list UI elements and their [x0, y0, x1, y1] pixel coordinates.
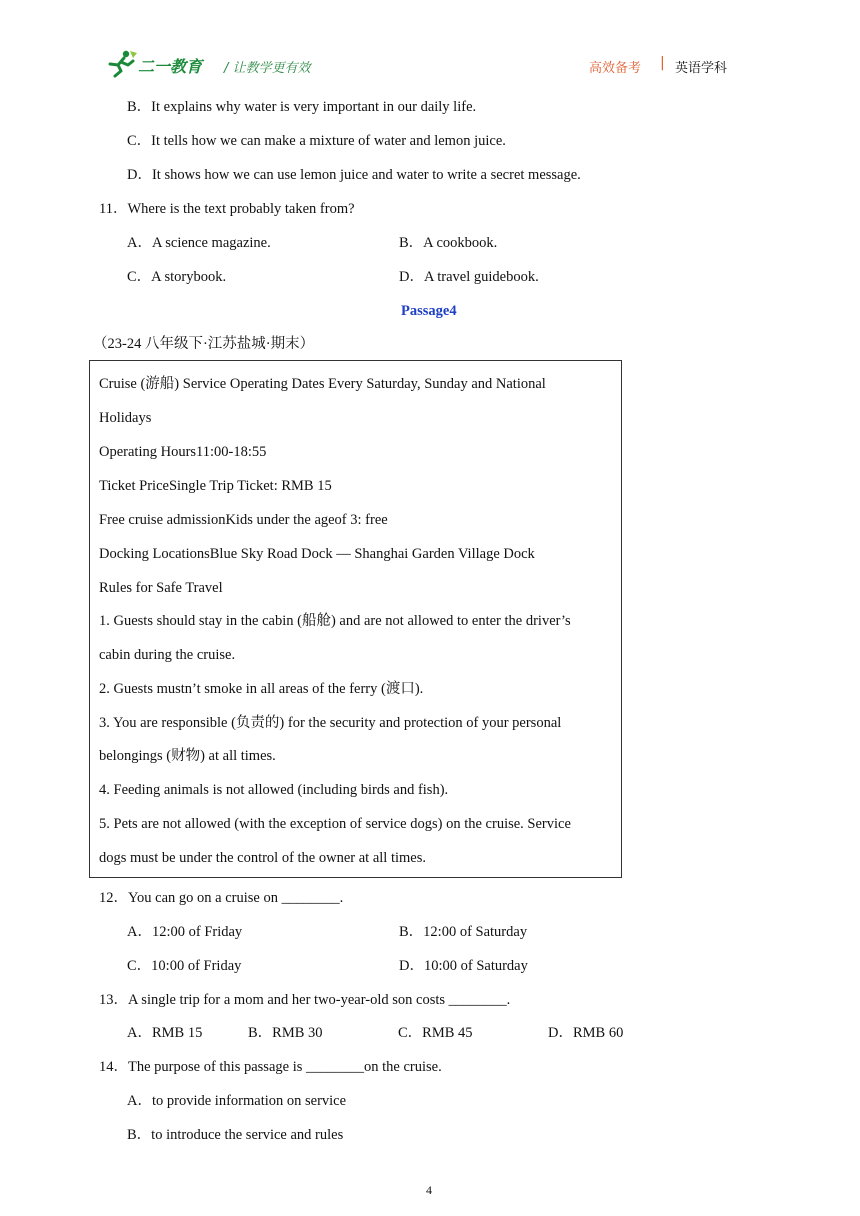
prev-option-c: C．It tells how we can make a mixture of water and lemon juice.: [127, 133, 506, 149]
q14-stem: 14．The purpose of this passage is ________on the cruise.: [99, 1059, 442, 1075]
header-slogan: / 让教学更有效: [224, 61, 311, 76]
passage-line: Operating Hours11:00-18:55: [99, 444, 267, 460]
q12-option-d: D．10:00 of Saturday: [399, 958, 528, 974]
passage-line: Cruise (游船) Service Operating Dates Every Saturday, Sunday and National: [99, 376, 546, 392]
passage-line: Ticket PriceSingle Trip Ticket: RMB 15: [99, 478, 332, 494]
logo-text: 二一教育: [138, 57, 203, 76]
passage-line: Free cruise admissionKids under the ageof 3: free: [99, 512, 388, 528]
passage-line: Holidays: [99, 410, 152, 426]
page-number: 4: [426, 1183, 432, 1197]
passage-line: 5. Pets are not allowed (with the exception of service dogs) on the cruise. Service: [99, 816, 571, 832]
q11-option-b: B．A cookbook.: [399, 235, 498, 251]
passage-line: cabin during the cruise.: [99, 647, 236, 663]
passage-line: belongings (财物) at all times.: [99, 748, 276, 764]
header-subject: 英语学科: [675, 61, 728, 76]
q13-option-a: A．RMB 15: [127, 1025, 203, 1041]
q11-stem: 11．Where is the text probably taken from?: [99, 201, 355, 217]
q11-option-d: D．A travel guidebook.: [399, 269, 539, 285]
q14-option-b: B．to introduce the service and rules: [127, 1127, 344, 1143]
q13-option-d: D．RMB 60: [548, 1025, 624, 1041]
passage-line: dogs must be under the control of the owner at all times.: [99, 850, 426, 866]
q13-stem: 13．A single trip for a mom and her two-year-old son costs ________.: [99, 992, 511, 1008]
passage-line: 4. Feeding animals is not allowed (including birds and fish).: [99, 782, 449, 798]
q11-option-c: C．A storybook.: [127, 269, 227, 285]
q12-option-a: A．12:00 of Friday: [127, 924, 243, 940]
runner-logo-icon: [104, 50, 138, 78]
q12-option-c: C．10:00 of Friday: [127, 958, 242, 974]
q12-stem: 12．You can go on a cruise on ________.: [99, 890, 344, 906]
q13-option-c: C．RMB 45: [398, 1025, 473, 1041]
passage-line: 2. Guests mustn’t smoke in all areas of the ferry (渡口).: [99, 681, 424, 697]
passage-title: Passage4: [401, 303, 457, 319]
header-right-label: 高效备考: [589, 61, 642, 76]
logo: [104, 50, 224, 78]
header-separator: |: [660, 55, 665, 71]
passage-line: 3. You are responsible (负责的) for the security and protection of your personal: [99, 715, 562, 731]
passage-line: Rules for Safe Travel: [99, 580, 223, 596]
passage-line: 1. Guests should stay in the cabin (船舱) and are not allowed to enter the driver’s: [99, 613, 571, 629]
q11-option-a: A．A science magazine.: [127, 235, 271, 251]
passage-line: Docking LocationsBlue Sky Road Dock — Shanghai Garden Village Dock: [99, 546, 535, 562]
prev-option-b: B．It explains why water is very important in our daily life.: [127, 99, 477, 115]
prev-option-d: D．It shows how we can use lemon juice and water to write a secret message.: [127, 167, 581, 183]
q13-option-b: B．RMB 30: [248, 1025, 323, 1041]
passage-source: （23-24 八年级下·江苏盐城·期末）: [93, 336, 315, 352]
q14-option-a: A．to provide information on service: [127, 1093, 347, 1109]
q12-option-b: B．12:00 of Saturday: [399, 924, 528, 940]
